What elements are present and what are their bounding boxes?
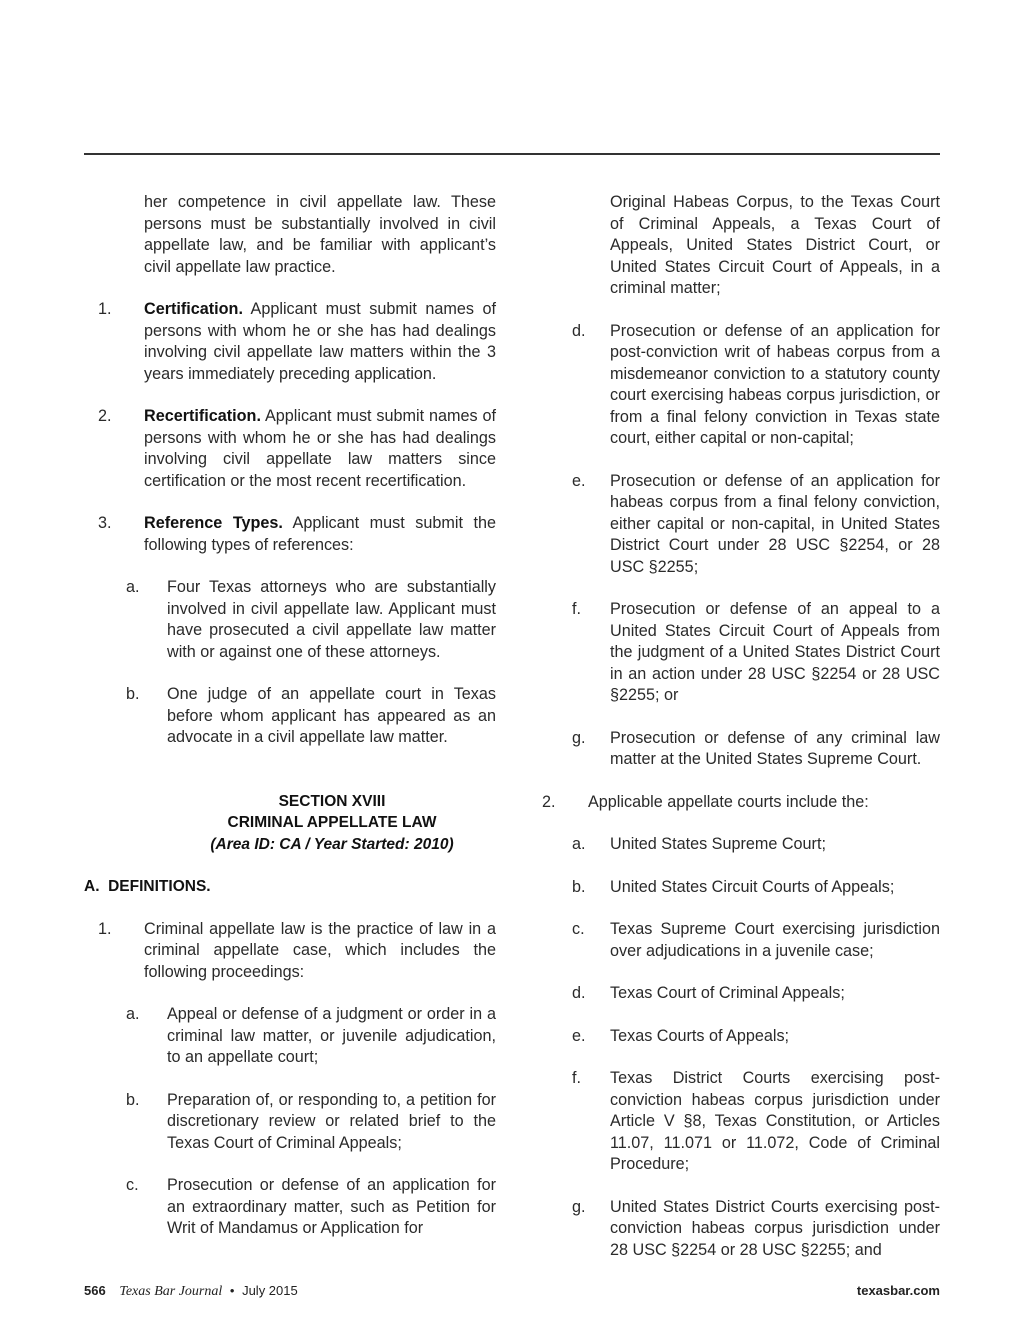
item-number: 1. bbox=[98, 919, 112, 938]
item-title: Reference Types. bbox=[144, 514, 283, 532]
proceeding-item bbox=[530, 599, 940, 707]
item-letter: c. bbox=[572, 920, 585, 938]
proceeding-item bbox=[530, 471, 940, 579]
site-link[interactable]: texasbar.com bbox=[856, 1283, 940, 1298]
item-letter: f. bbox=[572, 600, 581, 618]
item-text: Preparation of, or responding to, a petition for discretionary review or related brief to the Texas Court of Criminal Appeals; bbox=[167, 1090, 496, 1152]
item-title: Recertification. bbox=[144, 407, 261, 425]
definition-item bbox=[530, 792, 940, 814]
page-number: 566 bbox=[84, 1283, 106, 1298]
item-text: Applicant must submit names of persons with whom he or she has had dealings involving civil appellate law matters since certification or the most recent recertification. bbox=[144, 407, 496, 490]
section-number: SECTION XVIII bbox=[278, 792, 386, 810]
item-text: One judge of an appellate court in Texas before whom applicant has appeared as an advocate in a civil appellate law matter. bbox=[167, 685, 496, 746]
court-item bbox=[530, 877, 940, 899]
item-text: Prosecution or defense of an appeal to a United States Circuit Court of Appeals from the judgment of a United States District Court in an action under 28 USC §2254 or 28 USC §2255; or bbox=[610, 600, 940, 704]
definition-item bbox=[84, 919, 496, 984]
section-heading bbox=[84, 791, 496, 856]
item-text: Texas Courts of Appeals; bbox=[610, 1026, 790, 1045]
right-column bbox=[530, 192, 940, 1261]
reference-item bbox=[84, 577, 496, 663]
reference-item bbox=[84, 684, 496, 749]
proceeding-item bbox=[84, 1090, 496, 1155]
court-item bbox=[530, 983, 940, 1005]
intro-paragraph: her competence in civil appellate law. These persons must be substantially involved in civil appellate law, and be familiar with applicant’s civil appellate law practice. bbox=[144, 193, 496, 276]
list-item-certification bbox=[84, 299, 496, 385]
item-letter: g. bbox=[572, 1197, 586, 1216]
definitions-heading: A. DEFINITIONS. bbox=[84, 878, 211, 895]
item-letter: b. bbox=[126, 685, 140, 703]
item-letter: d. bbox=[572, 321, 586, 340]
footer-bullet: • bbox=[229, 1283, 235, 1298]
left-column bbox=[84, 192, 496, 1240]
court-item bbox=[530, 1068, 940, 1176]
item-number: 1. bbox=[98, 300, 112, 318]
section-title: CRIMINAL APPELLATE LAW bbox=[227, 814, 437, 831]
item-letter: a. bbox=[126, 578, 140, 596]
item-text: Texas Court of Criminal Appeals; bbox=[610, 984, 845, 1002]
continued-paragraph: Original Habeas Corpus, to the Texas Court of Criminal Appeals, a Texas Court of Appeals, United States District Court, or United States Circuit Court of Appeals, in a criminal matter; bbox=[610, 193, 940, 297]
item-letter: g. bbox=[572, 728, 586, 747]
proceeding-item bbox=[84, 1004, 496, 1069]
item-letter: b. bbox=[572, 877, 586, 896]
item-letter: f. bbox=[572, 1069, 581, 1087]
item-text: United States District Courts exercising post-conviction habeas corpus jurisdiction under 28 USC §2254 or 28 USC §2255; and bbox=[610, 1197, 940, 1259]
item-letter: e. bbox=[572, 471, 586, 490]
item-letter: d. bbox=[572, 984, 586, 1002]
footer-left bbox=[84, 1283, 298, 1300]
list-item-recertification bbox=[84, 406, 496, 492]
item-text: Prosecution or defense of an application for an extraordinary matter, such as Petition for Writ of Mandamus or Application for bbox=[167, 1176, 496, 1237]
item-letter: a. bbox=[572, 835, 586, 853]
item-number: 2. bbox=[542, 792, 556, 811]
item-text: Texas Supreme Court exercising jurisdiction over adjudications in a juvenile case; bbox=[610, 920, 940, 960]
issue-date: July 2015 bbox=[242, 1283, 298, 1298]
item-text: Appeal or defense of a judgment or order in a criminal law matter, or juvenile adjudication, to an appellate court; bbox=[167, 1005, 496, 1066]
item-number: 3. bbox=[98, 514, 112, 532]
header-rule bbox=[84, 153, 940, 155]
item-text: Prosecution or defense of an application for habeas corpus from a final felony conviction, either capital or non-capital, in United States District Court under 28 USC §2254, or 28 USC §2255; bbox=[610, 471, 940, 576]
list-item-reference-types bbox=[84, 513, 496, 556]
item-letter: b. bbox=[126, 1090, 140, 1109]
court-item bbox=[530, 1026, 940, 1048]
item-text: Applicable appellate courts include the: bbox=[588, 792, 869, 811]
item-text: United States Supreme Court; bbox=[610, 835, 826, 853]
item-text: Four Texas attorneys who are substantially involved in civil appellate law. Applicant must have prosecuted a civil appellate law matter with or against one of these attorneys. bbox=[167, 578, 496, 661]
court-item bbox=[530, 834, 940, 856]
item-letter: e. bbox=[572, 1026, 586, 1045]
item-text: Criminal appellate law is the practice of law in a criminal appellate case, which includes the following proceedings: bbox=[144, 919, 496, 981]
item-text: Applicant must submit names of persons with whom he or she has had dealings involving civil appellate law matters within the 3 years immediately preceding application. bbox=[144, 300, 496, 383]
proceeding-item bbox=[84, 1175, 496, 1240]
journal-title: Texas Bar Journal bbox=[119, 1284, 223, 1299]
item-letter: a. bbox=[126, 1005, 140, 1023]
proceeding-item bbox=[530, 728, 940, 771]
item-text: Prosecution or defense of any criminal law matter at the United States Supreme Court. bbox=[610, 728, 940, 768]
item-letter: c. bbox=[126, 1176, 139, 1194]
item-title: Certification. bbox=[144, 300, 243, 318]
item-text: Applicant must submit the following types of references: bbox=[144, 514, 497, 554]
item-text: Prosecution or defense of an application for post-conviction writ of habeas corpus from a misdemeanor conviction to a statutory county court exercising habeas corpus jurisdiction, or from a final felony conviction in Texas state court, either capital or non-capital; bbox=[610, 321, 940, 447]
proceeding-item bbox=[530, 321, 940, 450]
court-item bbox=[530, 1197, 940, 1262]
court-item bbox=[530, 919, 940, 962]
section-subtitle: (Area ID: CA / Year Started: 2010) bbox=[210, 835, 454, 853]
item-number: 2. bbox=[98, 407, 112, 425]
item-text: Texas District Courts exercising post-conviction habeas corpus jurisdiction under Article V §8, Texas Constitution, or Articles 11.07, 11.071 or 11.072, Code of Criminal Procedure; bbox=[610, 1069, 940, 1173]
item-text: United States Circuit Courts of Appeals; bbox=[610, 877, 895, 896]
